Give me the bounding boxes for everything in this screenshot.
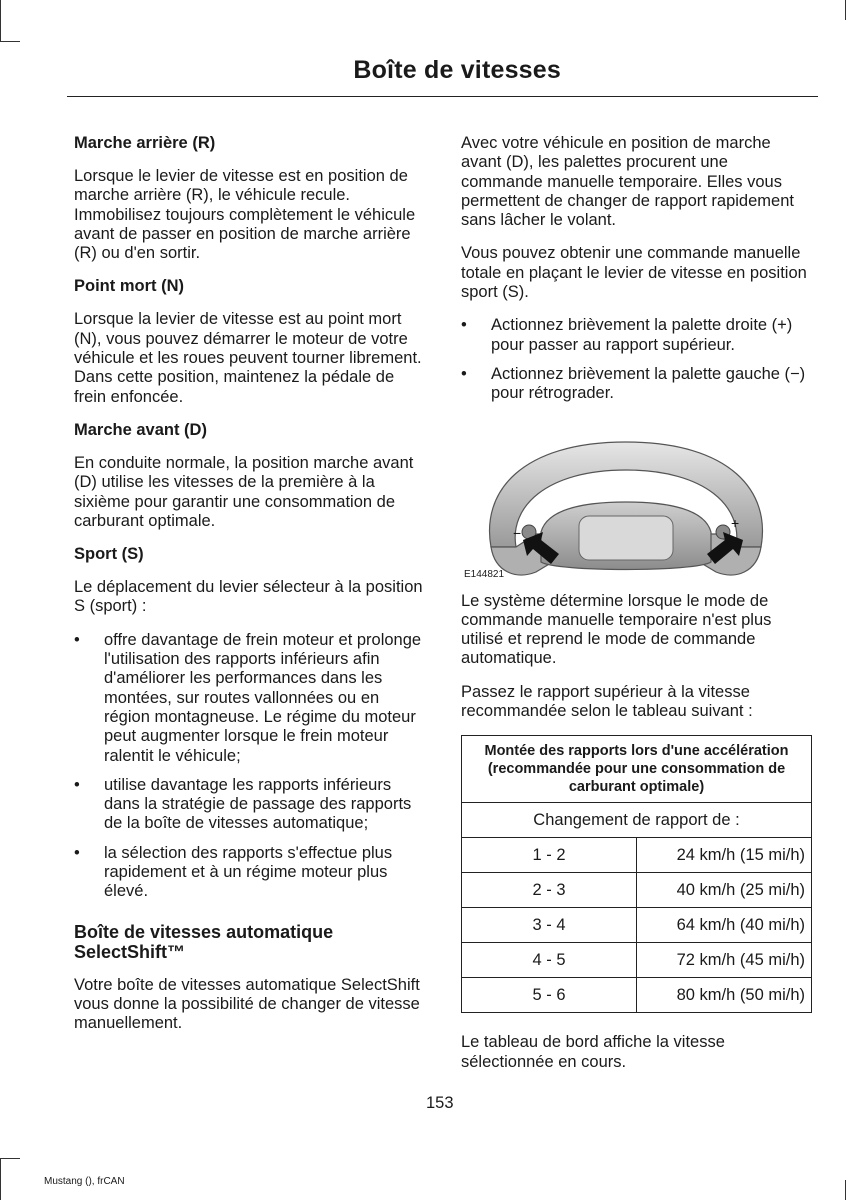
crop-mark: [0, 1158, 20, 1159]
heading-selectshift: Boîte de vitesses automatique SelectShift™: [74, 921, 334, 962]
paragraph-sport-intro: Le déplacement du levier sélecteur à la position S (sport) :: [74, 578, 423, 616]
paragraph-neutral: Lorsque la levier de vitesse est au point mort (N), vous pouvez démarrer le moteur de votre véhicule et les roues peuvent tourner librement. Dans cette position, maintenez la pédale de frein enfoncée.: [74, 310, 422, 406]
list-item: [461, 316, 813, 355]
heading-reverse: Marche arrière (R): [74, 134, 216, 152]
bullet-glyph: •: [74, 843, 80, 862]
upshift-table: [461, 735, 812, 1013]
table-row: [462, 873, 812, 908]
paragraph-table-intro: Passez le rapport supérieur à la vitesse recommandée selon le tableau suivant :: [461, 682, 753, 721]
gear-cell: 2 - 3: [462, 873, 637, 908]
paragraph-paddles-intro: Avec votre véhicule en position de marche avant (D), les palettes procurent une commande manuelle temporaire. Elles vous permettent de changer de rapport rapidement sans lâcher le volant.: [461, 134, 794, 230]
list-item: [461, 365, 813, 404]
crop-mark: [845, 1180, 846, 1200]
heading-drive: Marche avant (D): [74, 420, 207, 439]
bullet-glyph: •: [461, 364, 467, 383]
steering-wheel-figure: [461, 422, 791, 582]
table-title: Montée des rapports lors d'une accélération (recommandée pour une consommation de carburant optimale): [462, 736, 812, 803]
table-row: [462, 978, 812, 1013]
paragraph-reverse: Lorsque le levier de vitesse est en position de marche arrière (R), le véhicule recule. Immobilisez toujours complètement le véhicule avant de passer en position de marche arrière (R) ou d'en sortir.: [74, 167, 416, 263]
paragraph-full-manual: Vous pouvez obtenir une commande manuelle totale en plaçant le levier de vitesse en position sport (S).: [461, 244, 807, 302]
list-item-text: Actionnez brièvement la palette gauche (−) pour rétrograder.: [491, 364, 806, 403]
steering-wheel-illustration: [461, 422, 791, 582]
bullet-glyph: •: [74, 775, 80, 794]
speed-cell: 80 km/h (50 mi/h): [637, 978, 812, 1013]
gear-cell: 4 - 5: [462, 943, 637, 978]
paragraph-selectshift: Votre boîte de vitesses automatique SelectShift vous donne la possibilité de changer de vitesse manuellement.: [74, 975, 420, 1033]
paragraph-drive: En conduite normale, la position marche avant (D) utilise les vitesses de la première à la sixième pour garantir une consommation de carburant optimale.: [74, 453, 414, 530]
figure-code: E144821: [464, 568, 505, 580]
left-column: [74, 134, 426, 1048]
table-row: [462, 943, 812, 978]
gear-cell: 1 - 2: [462, 838, 637, 873]
plus-paddle-label: +: [731, 514, 740, 531]
heading-neutral: Point mort (N): [74, 277, 184, 296]
speed-cell: 64 km/h (40 mi/h): [637, 908, 812, 943]
footer-text: Mustang (), frCAN: [44, 1176, 125, 1187]
paddle-bullet-list: [461, 316, 813, 403]
list-item-text: Actionnez brièvement la palette droite (+) pour passer au rapport supérieur.: [491, 316, 793, 354]
bullet-glyph: •: [461, 316, 467, 335]
paragraph-dashboard: Le tableau de bord affiche la vitesse sélectionnée en cours.: [461, 1033, 725, 1071]
page-title: Boîte de vitesses: [353, 56, 561, 84]
table-row: [462, 838, 812, 873]
page-number: 153: [426, 1094, 454, 1112]
speed-cell: 72 km/h (45 mi/h): [637, 943, 812, 978]
crop-mark: [0, 0, 1, 42]
speed-cell: 40 km/h (25 mi/h): [637, 873, 812, 908]
crop-mark: [0, 41, 20, 42]
paragraph-system-returns: Le système détermine lorsque le mode de commande manuelle temporaire n'est plus utilisé et reprend le mode de commande automatique.: [461, 591, 772, 668]
gear-cell: 3 - 4: [462, 908, 637, 943]
table-subheader: Changement de rapport de :: [462, 803, 812, 838]
list-item-text: offre davantage de frein moteur et prolonge l'utilisation des rapports inférieurs afin d'améliorer les performances dans les montées, sur routes vallonnées ou en région montagneuse. Le régime du moteur peut augmenter lorsque le frein moteur ralentit le véhicule;: [104, 630, 422, 765]
crop-mark: [845, 0, 846, 20]
minus-paddle-label: −: [513, 524, 522, 541]
crop-mark: [0, 1158, 1, 1200]
heading-sport: Sport (S): [74, 545, 144, 564]
sport-bullet-list: [74, 631, 426, 902]
list-item-text: la sélection des rapports s'effectue plus rapidement et à un régime moteur plus élevé.: [104, 843, 393, 901]
list-item-text: utilise davantage les rapports inférieurs dans la stratégie de passage des rapports de la boîte de vitesses automatique;: [104, 775, 412, 833]
list-item: [74, 844, 426, 902]
header-divider: [67, 96, 818, 97]
bullet-glyph: •: [74, 630, 80, 649]
speed-cell: 24 km/h (15 mi/h): [637, 838, 812, 873]
list-item: [74, 776, 426, 834]
right-column: [461, 134, 813, 1086]
list-item: [74, 631, 426, 766]
gear-cell: 5 - 6: [462, 978, 637, 1013]
table-row: [462, 908, 812, 943]
